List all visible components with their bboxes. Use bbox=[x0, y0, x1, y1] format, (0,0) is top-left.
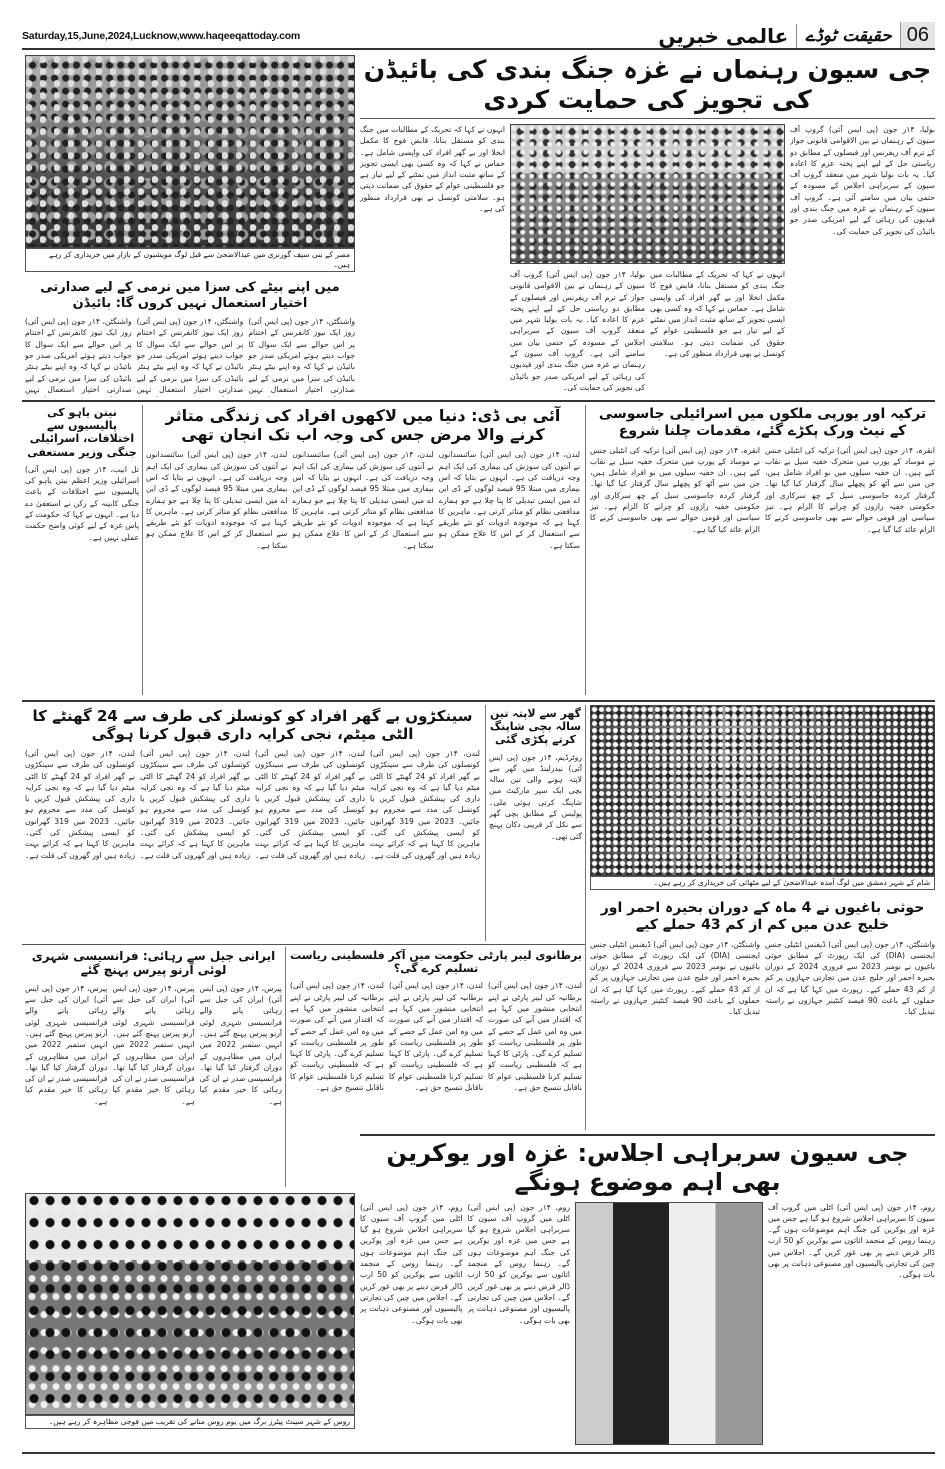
article-column: پیرس، ۱۴ر جون (پی ایس آئی) ایران کی جیل سے رہائی پانے والے فرانسیسی شہری لوئی آرنو پیرس پہنچ گئے ہیں۔ انہیں ستمبر 2022 میں ایران میں مظاہروں کے دوران گرفتار کیا گیا تھا۔ فرانسیسی صدر نے ان کی رہائی کا خیر مقدم کیا ہے۔ bbox=[199, 983, 282, 1106]
article-columns bbox=[25, 316, 355, 397]
article-column: پیرس، ۱۴ر جون (پی ایس آئی) ایران کی جیل سے رہائی پانے والے فرانسیسی شہری لوئی آرنو پیرس پہنچ گئے ہیں۔ انہیں ستمبر 2022 میں ایران میں مظاہروں کے دوران گرفتار کیا گیا تھا۔ فرانسیسی صدر نے ان کی رہائی کا خیر مقدم کیا ہے۔ bbox=[112, 983, 195, 1106]
divider bbox=[585, 705, 586, 1130]
photo-stack bbox=[510, 124, 785, 397]
article-columns bbox=[25, 983, 282, 1187]
divider bbox=[285, 947, 286, 1187]
article-houthi-attacks bbox=[590, 900, 935, 1130]
article-column: لندن، ۱۴ر جون (پی ایس آئی) برطانیہ کی لیبر پارٹی نے اپنے انتخابی منشور میں کہا ہے کہ اقتدار میں آنے کی صورت میں وہ امن عمل کے حصے کے طور پر فلسطینی ریاست کو تسلیم کرے گی۔ پارٹی کا کہنا ہے کہ فلسطینی ریاست کو تسلیم کرنا فلسطینی عوام کا ناقابل تنسیخ حق ہے۔ bbox=[389, 981, 483, 1093]
headline-houthi-attacks: حوثی باغیوں نے 4 ماہ کے دوران بحیرہ احمر اور خلیج عدن میں کم از کم 43 حملے کیے bbox=[600, 900, 925, 933]
article-columns bbox=[146, 449, 580, 695]
headline-missing-girl: گھر سے لاپتہ تین سالہ بچی شاپنگ کرتے پکڑی گئی bbox=[489, 707, 582, 747]
article-column: لندن، ۱۴ر جون (پی ایس آئی) کونسلوں کی طرف سے سینکڑوں بے گھر افراد کو 24 گھنٹے کا الٹی میٹم دیا گیا ہے کہ وہ نجی کرایہ داری کی پیشکش قبول کریں یا کونسل کی مدد سے محروم ہو جائیں۔ 2023 میں 319 گھرانوں کو ایسی پیشکش کی گئی۔ ماہرین کا کہنا ہے کہ کرائے بہت زیادہ ہیں اور گھروں کی قلت ہے۔ bbox=[370, 749, 480, 860]
article-columns bbox=[25, 464, 139, 695]
article-column: انہوں نے کہا کہ تحریک کے مطالبات میں جنگ بندی کو مستقل بنانا، قابض فوج کا مکمل انخلا اور بے گھر افراد کی واپسی شامل ہے۔ حماس نے کہا کہ وہ کسی بھی ایسی تجویز کے ساتھ مثبت انداز میں نمٹنے کے لیے تیار ہے جو فلسطینی عوام کے حقوق کی ضمانت دیتی ہو۔ سلامتی کونسل نے بھی قرارداد منظور کی ہے۔ bbox=[650, 270, 785, 359]
section-title: عالمی خبریں bbox=[658, 24, 797, 48]
article-columns bbox=[510, 269, 785, 397]
section-rule bbox=[360, 1134, 935, 1136]
article-column: روم، ۱۴ر جون (پی ایس آئی) اٹلی میں گروپ آف سیون کا سربراہی اجلاس شروع ہو گیا ہے جس میں غزہ اور یوکرین کی جنگ اہم موضوعات ہوں گے۔ رہنما روس کے منجمد اثاثوں سے یوکرین کو 50 ارب ڈالر قرض دینے پر بھی غور کریں گے۔ اجلاس میں چین کی تجارتی پالیسیوں اور مصنوعی ذہانت پر بھی بات ہوگی۔ bbox=[360, 1202, 463, 1325]
divider bbox=[485, 705, 486, 941]
article-column: واشنگٹن، ۱۴ر جون (پی ایس آئی) ڈیفنس انٹیلی جنس ایجنسی (DIA) کی ایک رپورٹ کے مطابق حوثی باغیوں نے نومبر 2023 سے فروری 2024 کے دوران بحیرہ احمر اور خلیج عدن میں تجارتی جہازوں پر کم از کم 43 حملے کیے۔ رپورٹ میں کہا گیا ہے کہ ان حملوں کے باعث 90 فیصد کنٹینر جہازوں نے راستہ تبدیل کیا۔ bbox=[765, 939, 935, 1017]
article-columns bbox=[360, 124, 935, 397]
article-column: لندن، ۱۴ر جون (پی ایس آئی) برطانیہ کی لیبر پارٹی نے اپنے انتخابی منشور میں کہا ہے کہ اقتدار میں آنے کی صورت میں وہ امن عمل کے حصے کے طور پر فلسطینی ریاست کو تسلیم کرے گی۔ پارٹی کا کہنا ہے کہ فلسطینی ریاست کو تسلیم کرنا فلسطینی عوام کا ناقابل تنسیخ حق ہے۔ bbox=[488, 981, 582, 1093]
damascus-market-photo bbox=[590, 705, 935, 876]
photo-caption: مصر کے بنی سیف گورنری میں عیدالاضحیٰ سے قبل لوگ مویشیوں کے بازار میں خریداری کر رہے ہیں۔ bbox=[25, 248, 355, 272]
article-columns bbox=[590, 445, 935, 695]
divider bbox=[585, 405, 586, 695]
article-columns bbox=[489, 752, 582, 941]
header-rule bbox=[22, 48, 935, 50]
article-column: واشنگٹن، ۱۴ر جون (پی ایس آئی) روز ایک نیوز کانفرنس کے اختتام پر اس حوالے سے ایک سوال کا جواب دیتے ہوئے امریکی صدر جو بائیڈن نے کہا کہ وہ اپنے بیٹے ہنٹر بائیڈن کی سزا میں نرمی کے لیے صدارتی اختیار استعمال نہیں bbox=[248, 317, 355, 394]
article-column: بولیا، ۱۴ر جون (پی ایس آئی) گروپ آف سیون کے رہنماں نے بین الاقوامی قانونی جواز کے ترم آف ریفرنس اور فیصلوں کے مطابق دو ریاستی حل کے لیے اپنے پختہ عزم کا اعادہ کیا۔ یہ بات بولیا شہر میں منعقد گروپ آف سیون کے سربراہی اجلاس کے مسودہ کے حتمی بیان میں سامنے آئی ہے۔ گروپ آف سیون کے رہنماں نے غزہ میں جنگ بندی اور قیدیوں کی رہائی کے لیے امریکی صدر جو بائیڈن کی تجویز کی حمایت کی۔ bbox=[510, 270, 645, 392]
divider bbox=[142, 405, 143, 695]
article-column: انقرہ، ۱۴ر جون (پی ایس آئی) ترکیہ کی انٹیلی جنس نے موساد کے یورپ میں متحرک خفیہ سیل بے نقاب کیے ہیں۔ ان خفیہ سیلوں میں نو افراد شامل ہیں، جن میں سے آٹھ کو پچھلے سال گرفتار کیا گیا تھا۔ گرفتار کردہ جاسوسی سیل کے چھ سرکاری اور حکومتی خفیہ رازوں کو چرانے کا الزام ہے۔ تیز سیاسی اور قومی حوالے سے بھی جاسوسی کرنے کا الزام عائد کیا گیا ہے۔ bbox=[765, 445, 935, 534]
masthead bbox=[658, 22, 935, 49]
article-columns bbox=[590, 939, 935, 1130]
divider bbox=[22, 944, 585, 945]
article-israeli-spy-network bbox=[590, 406, 935, 695]
article-column: لندن، ۱۴ر جون (پی ایس آئی) کونسلوں کی طرف سے سینکڑوں بے گھر افراد کو 24 گھنٹے کا الٹی میٹم دیا گیا ہے کہ وہ نجی کرایہ داری کی پیشکش قبول کریں یا کونسل کی مدد سے محروم ہو جائیں۔ 2023 میں 319 گھرانوں کو ایسی پیشکش کی گئی۔ ماہرین کا کہنا ہے کہ کرائے بہت زیادہ ہیں اور گھروں کی قلت ہے۔ bbox=[25, 749, 135, 860]
article-column: لندن، ۱۴ر جون (پی ایس آئی) سائنسدانوں نے آنتوں کی سوزش کی بیماری کی ایک اہم وجہ دریافت کی ہے۔ انہوں نے بتایا کہ اس بیماری میں مبتلا 95 فیصد لوگوں کے ڈی این اے میں ایسی تبدیلی کا پتا چلا ہے جو ہمارے مدافعتی نظام کو متاثر کرتی ہے۔ ماہرین کا کہنا ہے کہ موجودہ ادویات کو نئے طریقے سے استعمال کر کے اس کا علاج ممکن ہو سکتا ہے۔ bbox=[292, 450, 434, 550]
section-rule bbox=[22, 700, 935, 702]
article-column: تل ابیب، ۱۴ر جون (پی ایس آئی) اسرائیلی وزیر اعظم نیتن یاہو کی پالیسیوں سے اختلافات کے باعث جنگی کابینہ کے رکن نے استعفیٰ دے دیا ہے۔ انہوں نے کہا کہ حکومت کے پاس غزہ کے لیے کوئی واضح حکمت عملی نہیں ہے۔ bbox=[25, 464, 139, 542]
article-columns bbox=[25, 748, 480, 941]
article-column: لندن، ۱۴ر جون (پی ایس آئی) سائنسدانوں نے آنتوں کی سوزش کی بیماری کی ایک اہم وجہ دریافت کی ہے۔ انہوں نے بتایا کہ اس بیماری میں مبتلا 95 فیصد لوگوں کے ڈی این اے میں ایسی تبدیلی کا پتا چلا ہے جو ہمارے مدافعتی نظام کو متاثر کرتی ہے۔ ماہرین کا کہنا ہے کہ موجودہ ادویات کو نئے طریقے سے استعمال کر کے اس کا علاج ممکن ہو سکتا ہے۔ bbox=[146, 450, 288, 550]
article-g7-summit bbox=[360, 1139, 935, 1445]
cattle-photo-block bbox=[25, 55, 355, 272]
article-column: واشنگٹن، ۱۴ر جون (پی ایس آئی) روز ایک نیوز کانفرنس کے اختتام پر اس حوالے سے ایک سوال کا جواب دیتے ہوئے امریکی صدر جو بائیڈن نے کہا کہ وہ اپنے بیٹے ہنٹر بائیڈن کی سزا میں نرمی کے لیے صدارتی اختیار استعمال نہیں bbox=[136, 317, 244, 394]
article-ibd-disease bbox=[146, 406, 580, 695]
g7-leaders-photo bbox=[575, 1202, 763, 1445]
headline-french-citizen-released: ایرانی جیل سے رہائی: فرانسیسی شہری لوئی آرنو پیرس پہنچ گئے bbox=[31, 949, 276, 978]
dateline: Saturday,15,June,2024,Lucknow,www.haqeeqattoday.com bbox=[22, 30, 301, 42]
headline-netanyahu-minister-resigns: نیتن یاہو کی پالیسیوں سے اختلافات، اسرائیلی جنگی وزیر مستعفی bbox=[27, 406, 137, 459]
article-column: پیرس، ۱۴ر جون (پی ایس آئی) ایران کی جیل سے رہائی پانے والے فرانسیسی شہری لوئی آرنو پیرس پہنچ گئے ہیں۔ انہیں ستمبر 2022 میں ایران میں مظاہروں کے دوران گرفتار کیا گیا تھا۔ فرانسیسی صدر نے ان کی رہائی کا خیر مقدم کیا ہے۔ bbox=[25, 983, 108, 1106]
article-g7-gaza bbox=[360, 55, 935, 397]
article-column: لندن، ۱۴ر جون (پی ایس آئی) کونسلوں کی طرف سے سینکڑوں بے گھر افراد کو 24 گھنٹے کا الٹی میٹم دیا گیا ہے کہ وہ نجی کرایہ داری کی پیشکش قبول کریں یا کونسل کی مدد سے محروم ہو جائیں۔ 2023 میں 319 گھرانوں کو ایسی پیشکش کی گئی۔ ماہرین کا کہنا ہے کہ کرائے بہت زیادہ ہیں اور گھروں کی قلت ہے۔ bbox=[255, 749, 365, 860]
page-number: 06 bbox=[900, 22, 935, 49]
headline-biden-son: میں اپنے بیٹے کی سزا میں نرمی کے لیے صدارتی اختیار استعمال نہیں کروں گا: بائیڈن bbox=[40, 280, 340, 311]
headline-labour-palestine: برطانوی لیبر پارٹی حکومت میں آکر فلسطینی ریاست تسلیم کرے گی؟ bbox=[290, 949, 582, 976]
article-column: انقرہ، ۱۴ر جون (پی ایس آئی) ترکیہ کی انٹیلی جنس نے موساد کے یورپ میں متحرک خفیہ سیل بے نقاب کیے ہیں۔ ان خفیہ سیلوں میں نو افراد شامل ہیں، جن میں سے آٹھ کو پچھلے سال گرفتار کیا گیا تھا۔ گرفتار کردہ جاسوسی سیل کے چھ سرکاری اور حکومتی خفیہ رازوں کو چرانے کا الزام ہے۔ تیز سیاسی اور قومی حوالے سے بھی جاسوسی کرنے کا الزام عائد کیا گیا ہے۔ bbox=[590, 445, 760, 534]
headline-g7-summit: جی سیون سربراہی اجلاس: غزہ اور یوکرین بھی اہم موضوع ہونگے bbox=[386, 1139, 909, 1196]
article-column: روم، ۱۴ر جون (پی ایس آئی) اٹلی میں گروپ آف سیون کا سربراہی اجلاس شروع ہو گیا ہے جس میں غزہ اور یوکرین کی جنگ اہم موضوعات ہوں گے۔ رہنما روس کے منجمد اثاثوں سے یوکرین کو 50 ارب ڈالر قرض دینے پر بھی غور کریں گے۔ اجلاس میں چین کی تجارتی پالیسیوں اور مصنوعی ذہانت پر بھی بات ہوگی۔ bbox=[768, 1202, 935, 1280]
gaza-rubble-photo bbox=[510, 124, 785, 264]
headline-ibd-disease: آئی بی ڈی: دنیا میں لاکھوں افراد کی زندگی متاثر کرنے والا مرض جس کی وجہ اب تک انجان تھی bbox=[165, 406, 561, 445]
article-columns bbox=[290, 980, 582, 1131]
article-column: انہوں نے کہا کہ تحریک کے مطالبات میں جنگ بندی کو مستقل بنانا، قابض فوج کا مکمل انخلا اور بے گھر افراد کی واپسی شامل ہے۔ حماس نے کہا کہ وہ کسی بھی ایسی تجویز کے ساتھ مثبت انداز میں نمٹنے کے لیے تیار ہے جو فلسطینی عوام کے حقوق کی ضمانت دیتی ہو۔ سلامتی کونسل نے بھی قرارداد منظور کی ہے۔ bbox=[360, 125, 505, 214]
market-photo-block bbox=[590, 705, 935, 890]
article-column: بولیا، ۱۴ر جون (پی ایس آئی) گروپ آف سیون کے رہنماں نے بین الاقوامی قانونی جواز کے ترم آف ریفرنس اور فیصلوں کے مطابق دو ریاستی حل کے لیے اپنے پختہ عزم کا اعادہ کیا۔ یہ بات بولیا شہر میں منعقد گروپ آف سیون کے سربراہی اجلاس کے مسودہ کے حتمی بیان میں سامنے آئی ہے۔ گروپ آف سیون کے رہنماں نے غزہ میں جنگ بندی اور قیدیوں کی رہائی کے لیے امریکی صدر جو بائیڈن کی تجویز کی حمایت کی۔ bbox=[790, 125, 935, 236]
footer-rule bbox=[22, 1452, 935, 1454]
band-photo-block bbox=[25, 1193, 355, 1429]
military-band-photo bbox=[25, 1193, 355, 1415]
article-labour-palestine bbox=[290, 949, 582, 1131]
article-netanyahu-minister-resigns bbox=[25, 406, 139, 695]
article-column: واشنگٹن، ۱۴ر جون (پی ایس آئی) روز ایک نیوز کانفرنس کے اختتام پر اس حوالے سے ایک سوال کا جواب دیتے ہوئے امریکی صدر جو بائیڈن نے کہا کہ وہ اپنے بیٹے ہنٹر بائیڈن کی سزا میں نرمی کے لیے صدارتی اختیار استعمال نہیں bbox=[25, 317, 132, 394]
headline-israeli-spy-network: ترکیہ اور یورپی ملکوں میں اسرائیلی جاسوسی کے نیٹ ورک پکڑے گئے، مقدمات چلنا شروع bbox=[598, 406, 927, 439]
photo-caption: شام کے شہر دمشق میں لوگ آمدہ عیدالاضحیٰ کے لیے مٹھائی کی خریداری کر رہے ہیں۔ bbox=[590, 876, 935, 890]
photo-caption: روس کے شہر سینٹ پیٹرز برگ میں یوم روس منانے کی تقریب میں فوجی مظاہرہ کر رہے ہیں۔ bbox=[25, 1415, 355, 1429]
article-column: روم، ۱۴ر جون (پی ایس آئی) اٹلی میں گروپ آف سیون کا سربراہی اجلاس شروع ہو گیا ہے جس میں غزہ اور یوکرین کی جنگ اہم موضوعات ہوں گے۔ رہنما روس کے منجمد اثاثوں سے یوکرین کو 50 ارب ڈالر قرض دینے پر بھی غور کریں گے۔ اجلاس میں چین کی تجارتی پالیسیوں اور مصنوعی ذہانت پر بھی بات ہوگی۔ bbox=[467, 1202, 570, 1325]
article-french-citizen-released bbox=[25, 949, 282, 1187]
article-columns bbox=[360, 1202, 935, 1445]
article-biden-son bbox=[25, 280, 355, 397]
section-rule bbox=[22, 400, 935, 402]
article-column: لندن، ۱۴ر جون (پی ایس آئی) کونسلوں کی طرف سے سینکڑوں بے گھر افراد کو 24 گھنٹے کا الٹی میٹم دیا گیا ہے کہ وہ نجی کرایہ داری کی پیشکش قبول کریں یا کونسل کی مدد سے محروم ہو جائیں۔ 2023 میں 319 گھرانوں کو ایسی پیشکش کی گئی۔ ماہرین کا کہنا ہے کہ کرائے بہت زیادہ ہیں اور گھروں کی قلت ہے۔ bbox=[140, 749, 250, 860]
cattle-market-photo bbox=[25, 55, 355, 248]
article-column: لندن، ۱۴ر جون (پی ایس آئی) سائنسدانوں نے آنتوں کی سوزش کی بیماری کی ایک اہم وجہ دریافت کی ہے۔ انہوں نے بتایا کہ اس بیماری میں مبتلا 95 فیصد لوگوں کے ڈی این اے میں ایسی تبدیلی کا پتا چلا ہے جو ہمارے مدافعتی نظام کو متاثر کرتی ہے۔ ماہرین کا کہنا ہے کہ موجودہ ادویات کو نئے طریقے سے استعمال کر کے اس کا علاج ممکن ہو سکتا ہے۔ bbox=[438, 450, 580, 550]
article-column: واشنگٹن، ۱۴ر جون (پی ایس آئی) ڈیفنس انٹیلی جنس ایجنسی (DIA) کی ایک رپورٹ کے مطابق حوثی باغیوں نے نومبر 2023 سے فروری 2024 کے دوران بحیرہ احمر اور خلیج عدن میں تجارتی جہازوں پر کم از کم 43 حملے کیے۔ رپورٹ میں کہا گیا ہے کہ ان حملوں کے باعث 90 فیصد کنٹینر جہازوں نے راستہ تبدیل کیا۔ bbox=[590, 939, 760, 1017]
headline-g7-gaza: جی سیون رہنماں نے غزہ جنگ بندی کی بائیڈن کی تجویز کی حمایت کردی bbox=[360, 55, 935, 119]
paper-name: حقیقت ٹوڈے bbox=[805, 26, 892, 46]
article-column: روٹرڈیم، ۱۴ر جون (پی ایس آئی) نیدرلینڈ میں گھر سے لاپتہ ہونے والی تین سالہ بچی ایک سپر مارکیٹ میں شاپنگ کرتی ہوئی ملی۔ پولیس کے مطابق بچی گھر سے نکل کر قریبی دکان پہنچ گئی تھی۔ bbox=[489, 752, 582, 841]
headline-homeless-ultimatum: سینکڑوں بے گھر افراد کو کونسلز کی طرف سے 24 گھنٹے کا الٹی میٹم، نجی کرایہ داری قبول کرنا ہوگی bbox=[32, 707, 473, 743]
article-homeless-ultimatum bbox=[25, 707, 480, 941]
article-missing-girl bbox=[489, 707, 582, 941]
article-column: لندن، ۱۴ر جون (پی ایس آئی) برطانیہ کی لیبر پارٹی نے اپنے انتخابی منشور میں کہا ہے کہ اقتدار میں آنے کی صورت میں وہ امن عمل کے حصے کے طور پر فلسطینی ریاست کو تسلیم کرے گی۔ پارٹی کا کہنا ہے کہ فلسطینی ریاست کو تسلیم کرنا فلسطینی عوام کا ناقابل تنسیخ حق ہے۔ bbox=[290, 981, 384, 1093]
